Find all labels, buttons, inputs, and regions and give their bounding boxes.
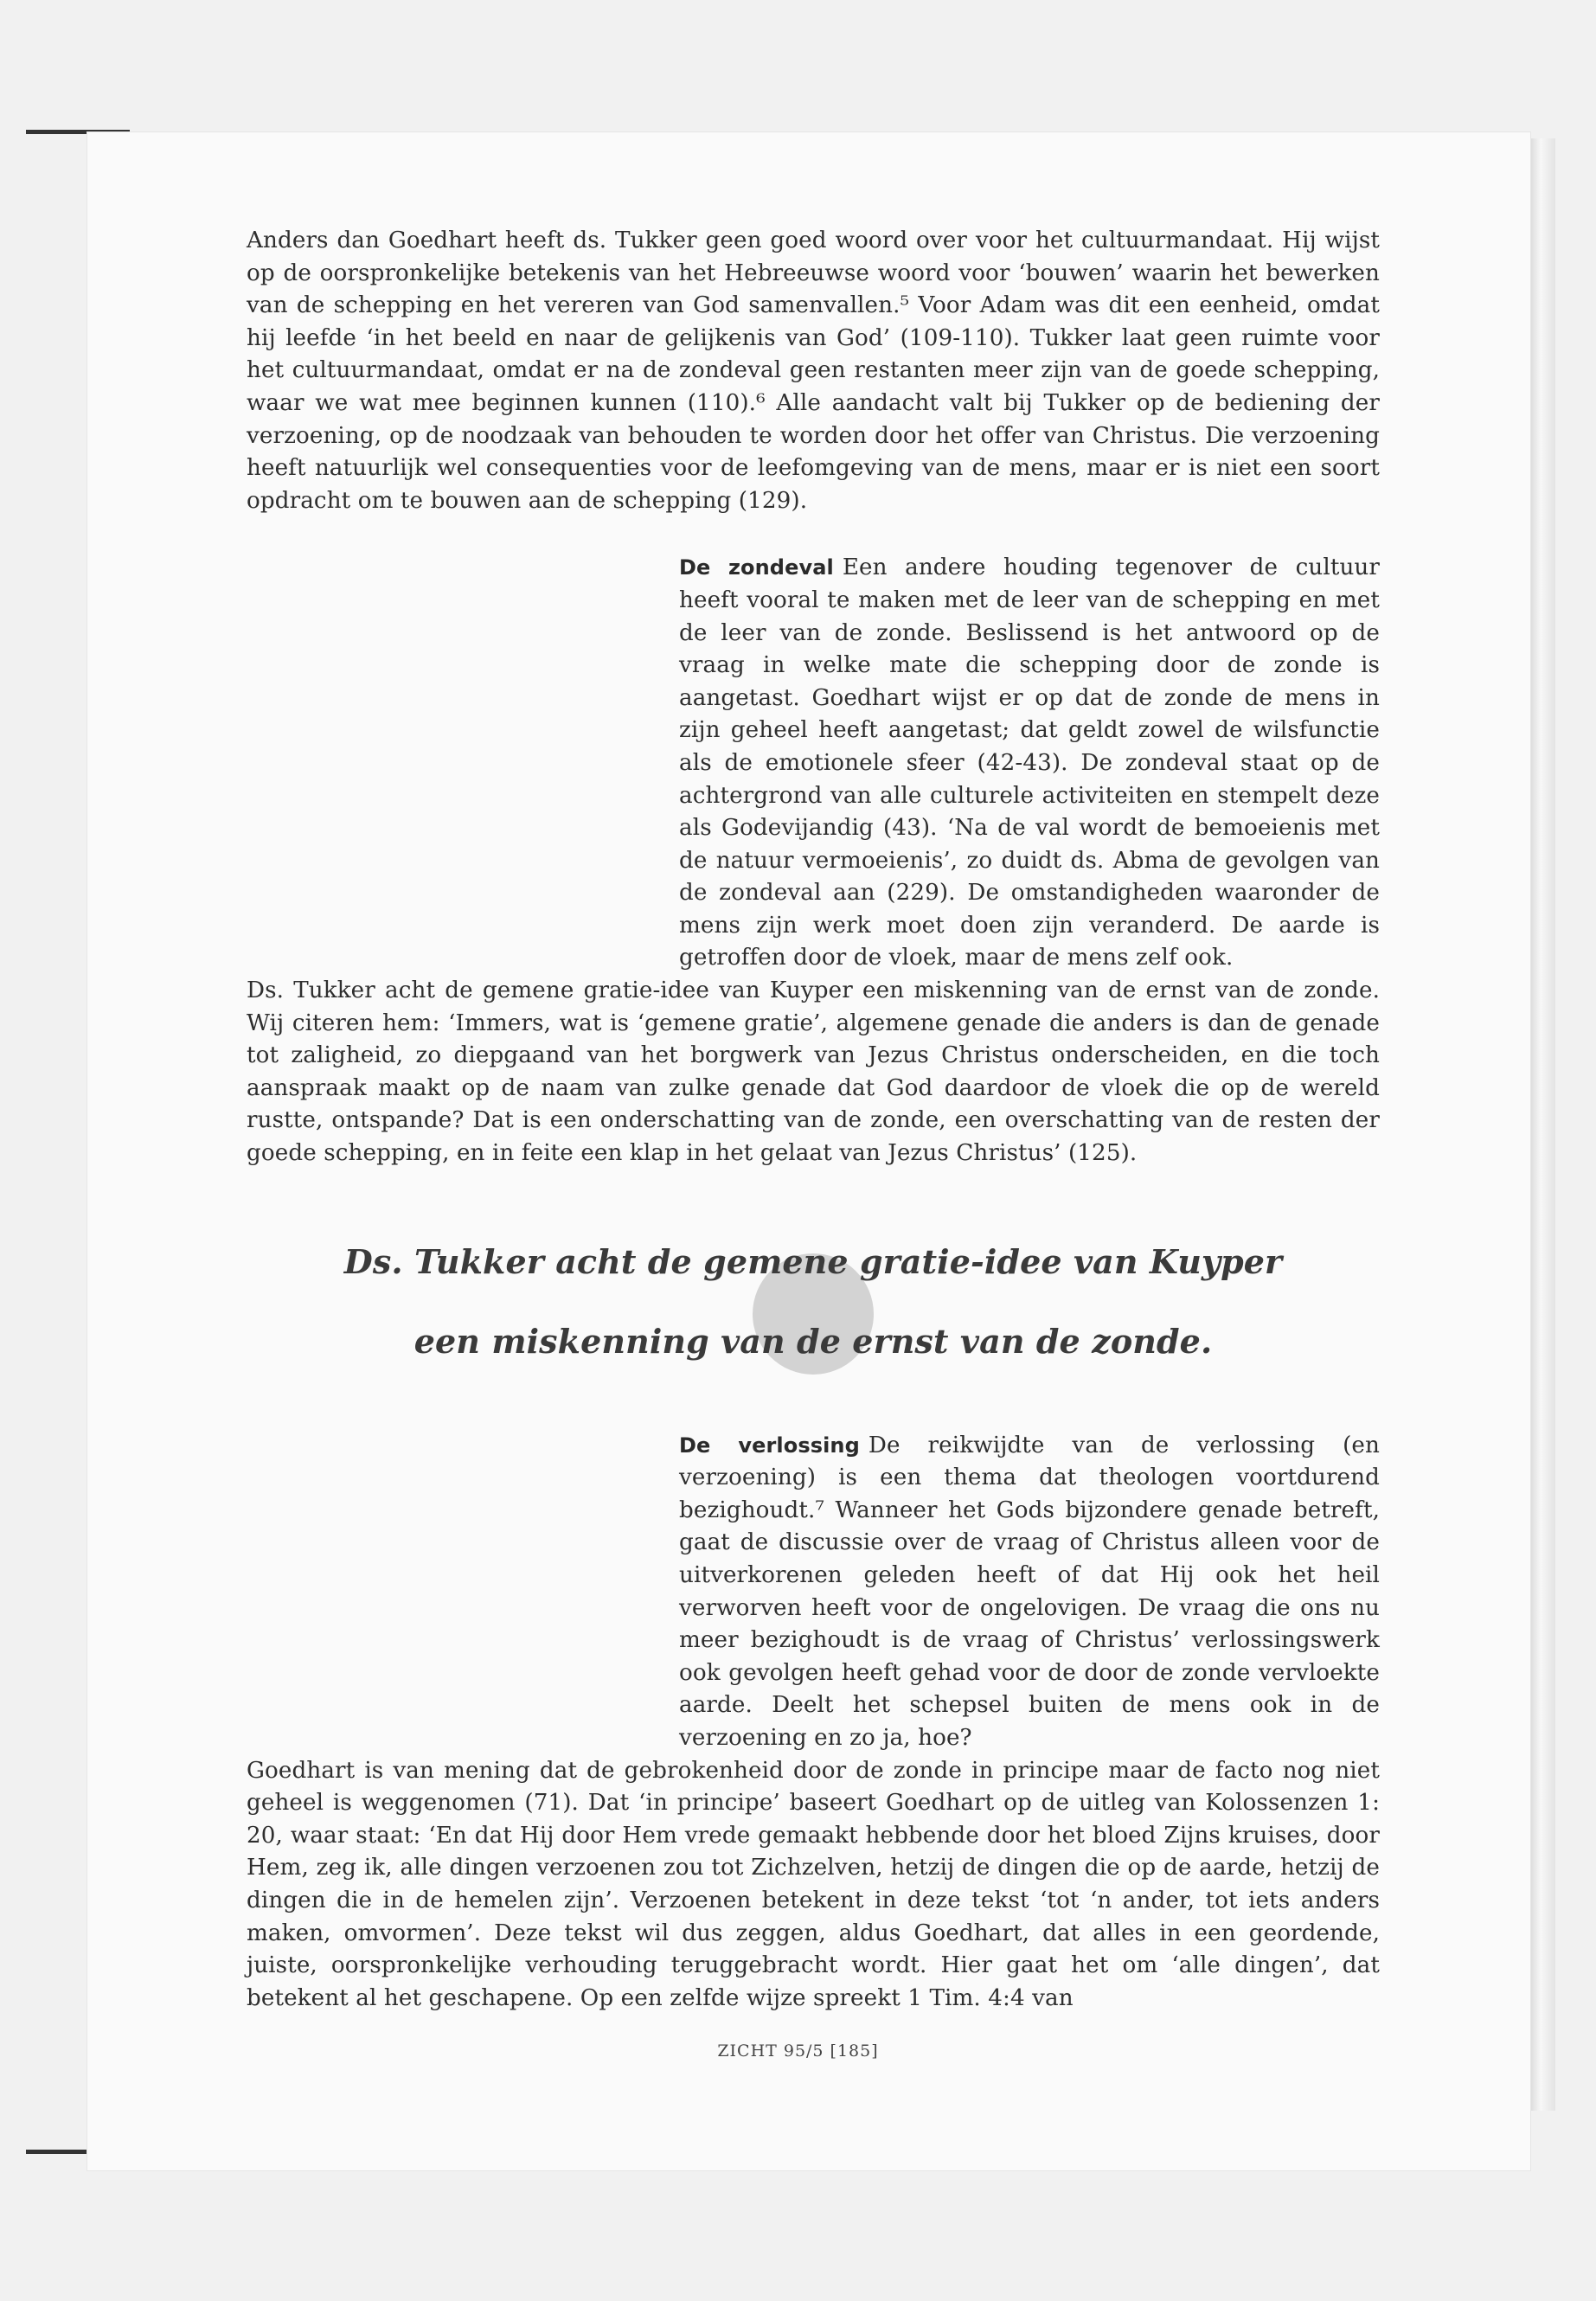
- section-heading-verlossing: De verlossing: [679, 1433, 860, 1458]
- paragraph-tukker: Ds. Tukker acht de gemene gratie-idee van Kuyper een miskenning van de ernst van de zonde. Wij citeren hem: ‘Immers, wat is ‘gemene gratie’, algemene genade die anders is dan de genade tot zaligheid, zo diepgaand van het borgwerk van Jezus Christus onderscheiden, en die toch aanspraak maakt op de naam van zulke genade dat God daardoor de vloek die op de wereld rustte, ontspande? Dat is een onderschatting van de zonde, een overschatting van de resten der goede schepping, en in feite een klap in het gelaat van Jezus Christus’ (125).: [247, 977, 1380, 1167]
- section-text-verlossing: De reikwijdte van de verlossing (en verzoening) is een thema dat theologen voortdurend bezighoudt.⁷ Wanneer het Gods bijzondere genade betreft, gaat de discussie over de vraag of Christus alleen voor de uitverkorenen geleden heeft of dat Hij ook het heil verworven heeft voor de ongelovigen. De vraag die ons nu meer bezighoudt is de vraag of Christus’ verlossingswerk ook gevolgen heeft gehad voor de door de zonde vervloekte aarde. Deelt het schepsel buiten de mens ook in de verzoening en zo ja, hoe?: [679, 1432, 1380, 1751]
- pull-quote: [247, 1222, 1380, 1381]
- pull-quote-line-1: Ds. Tukker acht de gemene gratie-idee van Kuyper: [343, 1241, 1283, 1281]
- paragraph-intro: Anders dan Goedhart heeft ds. Tukker geen goed woord over voor het cultuurmandaat. Hij wijst op de oorspronkelijke betekenis van het Hebreeuwse woord voor ‘bouwen’ waarin het bewerken van de schepping en het vereren van God samenvallen.⁵ Voor Adam was dit een eenheid, omdat hij leefde ‘in het beeld en naar de gelijkenis van God’ (109-110). Tukker laat geen ruimte voor het cultuurmandaat, omdat er na de zondeval geen restanten meer zijn van de goede schepping, waar we wat mee beginnen kunnen (110).⁶ Alle aandacht valt bij Tukker op de bediening der verzoening, op de noodzaak van behouden te worden door het offer van Christus. Die verzoening heeft natuurlijk wel consequenties voor de leefomgeving van de mens, maar er is niet een soort opdracht om te bouwen aan de schepping (129).: [247, 228, 1380, 514]
- page-footer: ZICHT 95/5 [185]: [717, 2041, 879, 2061]
- section-text-zondeval: Een andere houding tegenover de cultuur heeft vooral te maken met de leer van de schepping en met de leer van de zonde. Beslissend is het antwoord op de vraag in welke mate die schepping door de zonde is aangetast. Goedhart wijst er op dat de zonde de mens in zijn geheel heeft aangetast; dat geldt zowel de wilsfunctie als de emotionele sfeer (42-43). De zondeval staat op de achtergrond van alle culturele activiteiten en stempelt deze als Godevijandig (43). ‘Na de val wordt de bemoeienis met de natuur vermoeienis’, zo duidt ds. Abma de gevolgen van de zondeval aan (229). De omstandigheden waaronder de mens zijn werk moet doen zijn veranderd. De aarde is getroffen door de vloek, maar de mens zelf ook.: [679, 554, 1380, 971]
- pull-quote-line-2: een miskenning van de ernst van de zonde.: [413, 1321, 1213, 1361]
- article-body: [247, 225, 1380, 2015]
- paragraph-zondeval: [247, 552, 1380, 975]
- page-edges: [1531, 138, 1555, 2111]
- paragraph-verlossing: [247, 1430, 1380, 1755]
- paragraph-goedhart: Goedhart is van mening dat de gebrokenheid door de zonde in principe maar de facto nog niet geheel is weggenomen (71). Dat ‘in principe’ baseert Goedhart op de uitleg van Kolossenzen 1: 20, waar staat: ‘En dat Hij door Hem vrede gemaakt hebbende door het bloed Zijns kruises, door Hem, zeg ik, alle dingen verzoenen zou tot Zichzelven, hetzij de dingen die op de aarde, hetzij de dingen die in de hemelen zijn’. Verzoenen betekent in deze tekst ‘tot ‘n ander, tot iets anders maken, omvormen’. Deze tekst wil dus zeggen, aldus Goedhart, dat alles in een geordende, juiste, oorspronkelijke verhouding teruggebracht wordt. Hier gaat het om ‘alle dingen’, dat betekent al het geschapene. Op een zelfde wijze spreekt 1 Tim. 4:4 van: [247, 1757, 1380, 2011]
- section-heading-zondeval: De zondeval: [679, 555, 834, 580]
